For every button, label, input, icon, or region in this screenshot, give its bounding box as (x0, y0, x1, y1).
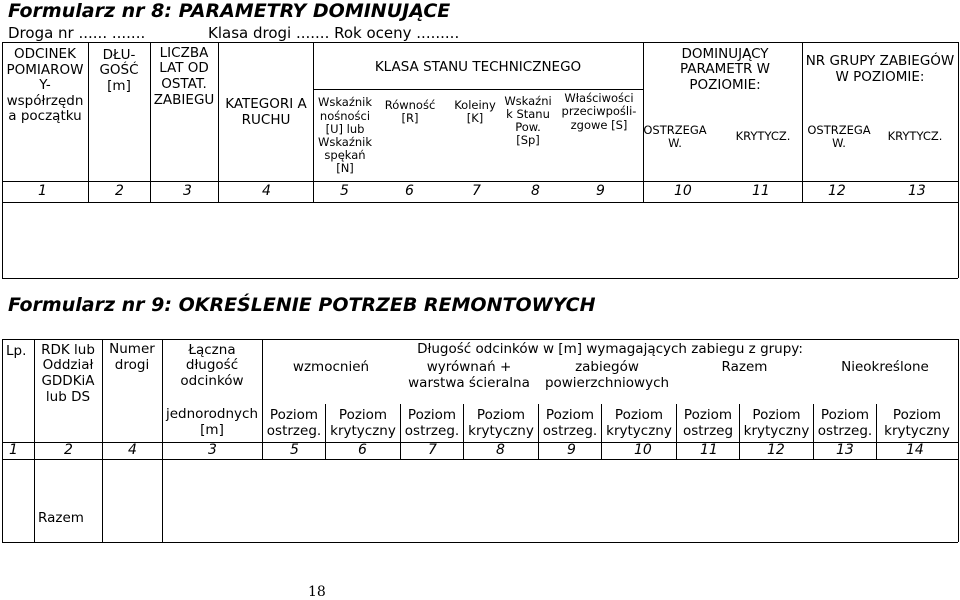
header-klasa-stanu: KLASA STANU TECHNICZNEGO (374, 59, 582, 76)
header-odcinek: ODCINEK POMIAROW Y- współrzędn a początku (6, 46, 84, 125)
header-razem: Razem (721, 359, 768, 376)
header-krytycz-1: KRYTYCZ. (735, 129, 791, 144)
road-class-year-line: Klasa drogi ....... Rok oceny ......... (208, 24, 460, 42)
road-number-line: Droga nr ...... ....... (8, 24, 146, 42)
header-poziom-2: Poziom krytyczny (330, 407, 396, 439)
form9-title: Formularz nr 9: OKREŚLENIE POTRZEB REMONTOWYCH (8, 294, 596, 316)
header-kategoria-ruchu: KATEGORI A RUCHU (225, 96, 307, 128)
header-ostrzega-1: OSTRZEGA W. (643, 122, 707, 150)
header-wlasciwosci: Właściwości przeciwpośli- zgowe [S] (561, 91, 637, 132)
form8-column-numbers: 1 2 3 4 5 6 7 8 9 10 11 12 13 (38, 183, 926, 199)
header-krytycz-2: KRYTYCZ. (887, 129, 943, 144)
header-dlugosc-odcinkow: Długość odcinków w [m] wymagających zabiegu z grupy: (417, 341, 803, 358)
header-rdk: RDK lub Oddział GDDKiA lub DS (41, 341, 95, 405)
header-dlugosc: DŁU- GOŚĆ [m] (99, 46, 139, 94)
header-wzmocnien: wzmocnień (292, 359, 370, 376)
header-dominujacy-parametr: DOMINUJĄCY PARAMETR W POZIOMIE: (679, 45, 771, 93)
header-ostrzega-2: OSTRZEGA W. (807, 122, 871, 150)
header-numer-drogi: Numer drogi (109, 341, 155, 373)
header-liczba-lat: LICZBA LAT OD OSTAT. ZABIEGU (153, 44, 215, 108)
header-poziom-9: Poziom ostrzeg. (817, 407, 873, 439)
header-lp: Lp. (6, 343, 27, 359)
header-poziom-8: Poziom krytyczny (743, 407, 810, 439)
header-poziom-7: Poziom ostrzeg (682, 407, 734, 439)
header-poziom-4: Poziom krytyczny (468, 407, 534, 439)
header-zabiegow: zabiegów powierzchniowych (544, 359, 670, 391)
header-poziom-10: Poziom krytyczny (884, 407, 950, 439)
header-wyrownan: wyrównań + warstwa ścieralna (408, 359, 530, 391)
header-poziom-3: Poziom ostrzeg. (404, 407, 460, 439)
header-poziom-5: Poziom ostrzeg. (542, 407, 598, 439)
header-koleiny: Koleiny [K] (454, 97, 496, 125)
header-jednorodnych: jednorodnych [m] (165, 406, 259, 438)
page-number: 18 (308, 584, 326, 600)
form8-title: Formularz nr 8: PARAMETRY DOMINUJĄCE (8, 0, 451, 22)
header-nr-grupy: NR GRUPY ZABIEGÓW W POZIOMIE: (805, 53, 955, 85)
form9-column-numbers: 1 2 4 3 5 6 7 8 9 10 11 12 13 14 (9, 442, 924, 458)
header-poziom-6: Poziom krytyczny (606, 407, 672, 439)
header-nieokreslone: Nieokreślone (841, 359, 929, 376)
header-rownosc: Równość [R] (384, 97, 436, 125)
header-wskaznik-nosnosci: Wskaźnik nośności [U] lub Wskaźnik spękań [N] (317, 95, 373, 176)
header-stan-powierzchni: Wskaźni k Stanu Pow. [Sp] (504, 93, 552, 148)
header-poziom-1: Poziom ostrzeg. (266, 407, 322, 439)
razem-row-label: Razem (38, 510, 84, 526)
header-laczna-dlugosc: Łączna długość odcinków (180, 341, 244, 389)
